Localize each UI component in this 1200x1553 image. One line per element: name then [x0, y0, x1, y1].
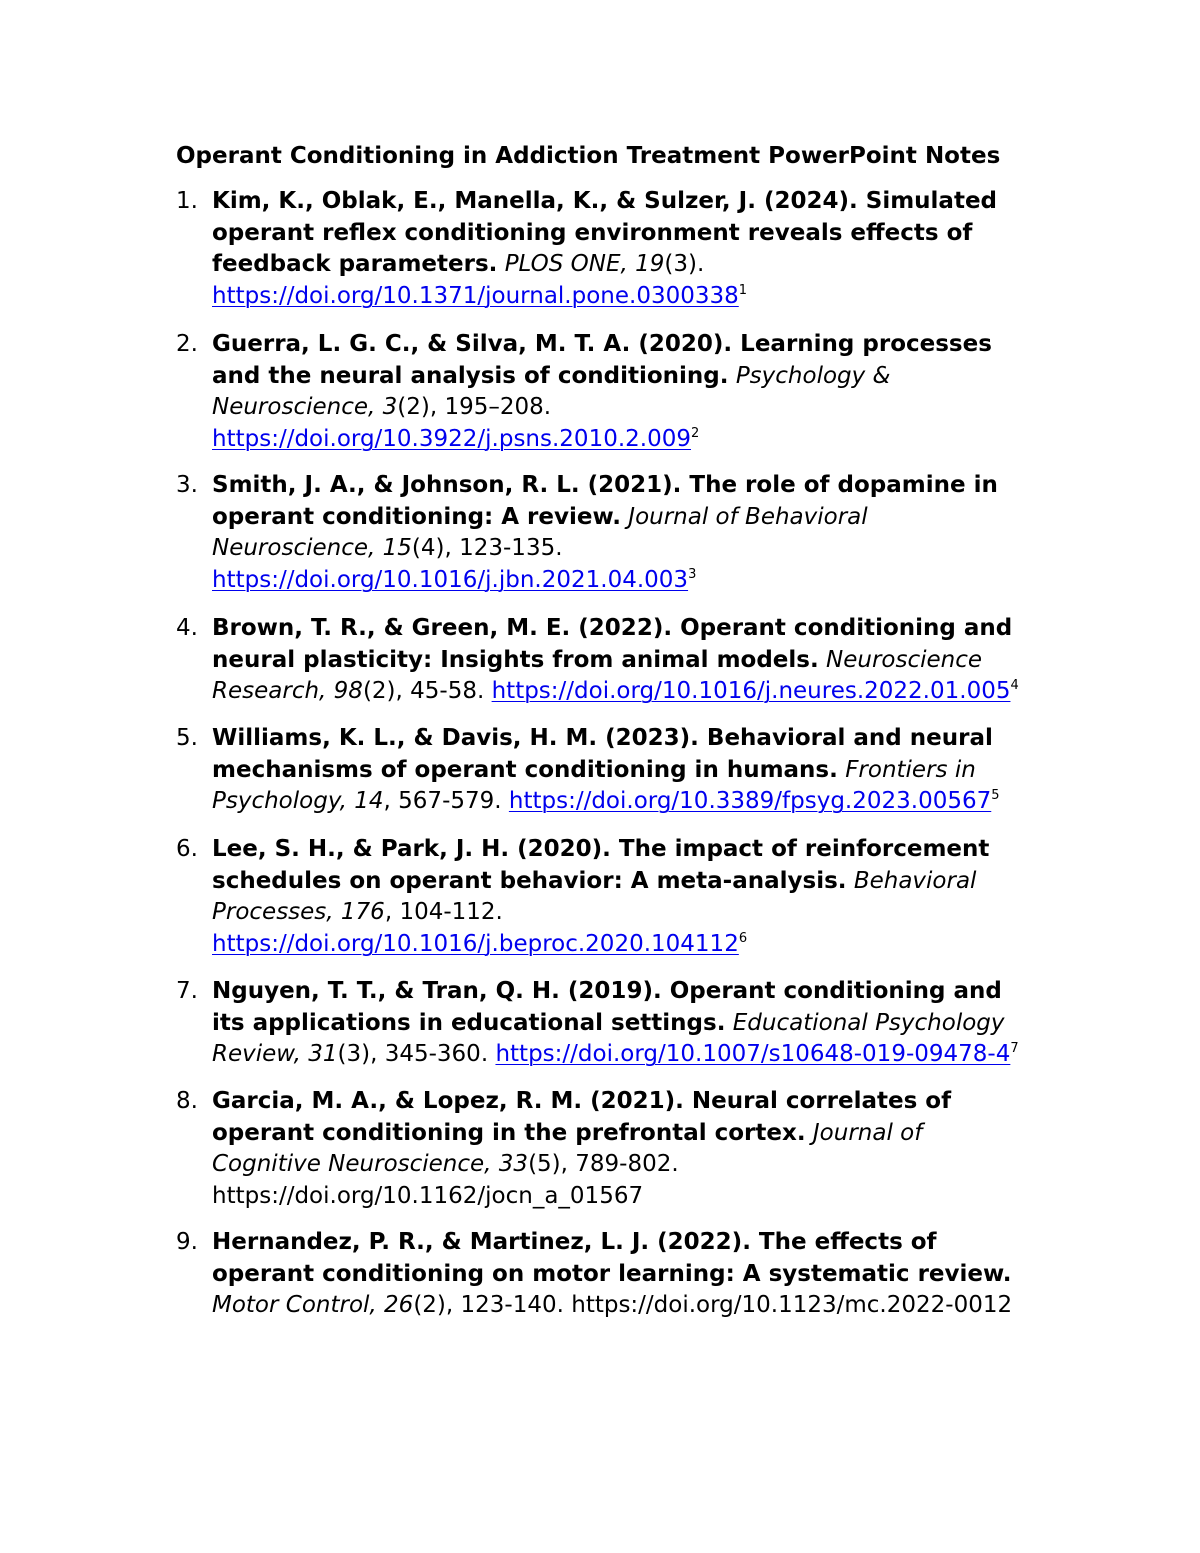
reference-italic-text: Processes, 176 [212, 899, 385, 925]
reference-number: 8. [176, 1088, 198, 1114]
reference-number: 1. [176, 188, 198, 214]
reference-text [212, 186, 1042, 312]
reference-line [212, 897, 1042, 929]
doi-link[interactable]: https://doi.org/10.1016/j.neures.2022.01.005 [491, 678, 1011, 704]
reference-line [212, 1181, 1042, 1213]
reference-segment [847, 868, 854, 894]
footnote-marker: 5 [991, 788, 1000, 803]
reference-segment [819, 647, 826, 673]
reference-italic-text: Educational Psychology [732, 1009, 1005, 1036]
reference-bold-text: operant conditioning: A review. [212, 503, 621, 530]
reference-bold-text: neural plasticity: Insights from animal models. [212, 646, 819, 673]
reference-bold-text: operant reflex conditioning environment reveals effects of [212, 219, 973, 246]
reference-line [212, 565, 1042, 597]
footnote-marker: 4 [1010, 678, 1019, 693]
reference-italic-text: Motor Control, 26 [212, 1292, 414, 1318]
reference-bold-text: operant conditioning on motor learning: A systematic review. [212, 1260, 1012, 1287]
reference-bold-text: Smith, J. A., & Johnson, R. L. (2021). The role of dopamine in [212, 472, 998, 498]
reference-number: 9. [176, 1229, 198, 1255]
reference-bold-text: schedules on operant behavior: A meta-analysis. [212, 867, 847, 894]
reference-italic-text: Research, 98 [212, 678, 363, 704]
reference-line [212, 392, 1042, 424]
reference-bold-text: and the neural analysis of conditioning. [212, 362, 729, 389]
reference-line [212, 533, 1042, 565]
reference-line [212, 1259, 1042, 1291]
reference-text [212, 976, 1042, 1071]
reference-number: 4. [176, 615, 198, 641]
reference-segment [729, 363, 736, 389]
reference-bold-text: mechanisms of operant conditioning in humans. [212, 756, 838, 783]
reference-line [212, 329, 1042, 361]
reference-line [212, 424, 1042, 456]
reference-bold-text: operant conditioning in the prefrontal cortex. [212, 1119, 806, 1146]
reference-bold-text: Williams, K. L., & Davis, H. M. (2023). Behavioral and neural [212, 725, 993, 751]
reference-bold-text: Brown, T. R., & Green, M. E. (2022). Operant conditioning and [212, 615, 1013, 641]
reference-line [212, 249, 1042, 281]
reference-segment: (3), 345-360. [337, 1041, 496, 1067]
doi-link[interactable]: https://doi.org/10.1007/s10648-019-09478-4 [495, 1041, 1011, 1067]
reference-italic-text: Psychology & [735, 362, 891, 389]
reference-line [212, 723, 1042, 755]
reference-segment [806, 1120, 813, 1146]
reference-line [212, 470, 1042, 502]
reference-italic-text: Neuroscience, 15 [212, 535, 412, 561]
reference-line [212, 929, 1042, 961]
reference-text [212, 834, 1042, 960]
reference-italic-text: Cognitive Neuroscience, 33 [212, 1151, 529, 1177]
reference-line [212, 613, 1042, 645]
reference-line [212, 834, 1042, 866]
reference-line [212, 502, 1042, 534]
reference-text [212, 1227, 1042, 1322]
reference-number: 6. [176, 836, 198, 862]
reference-line [212, 786, 1042, 818]
footnote-marker: 3 [688, 566, 697, 582]
reference-line [212, 1227, 1042, 1259]
footnote-marker: 2 [691, 425, 700, 441]
reference-italic-text: Journal of [812, 1119, 923, 1146]
reference-line [212, 281, 1042, 313]
reference-segment: https://doi.org/10.1162/jocn_a_01567 [212, 1182, 644, 1209]
reference-italic-text: PLOS ONE, 19 [504, 251, 665, 277]
reference-italic-text: Journal of Behavioral [628, 503, 868, 530]
footnote-marker: 6 [738, 930, 748, 946]
reference-line [212, 186, 1042, 218]
reference-text [212, 329, 1042, 455]
reference-line [212, 1118, 1042, 1150]
reference-italic-text: Neuroscience, 3 [212, 394, 398, 420]
reference-segment: (2), 123-140. https://doi.org/10.1123/mc.2022-0012 [413, 1292, 1013, 1318]
reference-bold-text: its applications in educational settings. [212, 1009, 726, 1036]
doi-link[interactable]: https://doi.org/10.3922/j.psns.2010.2.009 [212, 425, 691, 452]
reference-number: 2. [176, 331, 198, 357]
reference-italic-text: Neuroscience [826, 646, 983, 673]
reference-bold-text: Nguyen, T. T., & Tran, Q. H. (2019). Operant conditioning and [212, 978, 1002, 1004]
reference-segment [497, 251, 504, 277]
reference-line [212, 866, 1042, 898]
document-title: Operant Conditioning in Addiction Treatment PowerPoint Notes [176, 143, 1001, 169]
reference-bold-text: Garcia, M. A., & Lopez, R. M. (2021). Neural correlates of [212, 1088, 952, 1114]
reference-bold-text: Lee, S. H., & Park, J. H. (2020). The impact of reinforcement [212, 836, 990, 862]
reference-line [212, 1086, 1042, 1118]
reference-segment: (2), 195–208. [397, 394, 552, 420]
reference-segment: (4), 123-135. [411, 535, 563, 561]
reference-line [212, 1149, 1042, 1181]
reference-bold-text: Kim, K., Oblak, E., Manella, K., & Sulzer, J. (2024). Simulated [212, 188, 998, 214]
reference-line [212, 1290, 1042, 1322]
reference-text [212, 470, 1042, 596]
reference-bold-text: feedback parameters. [212, 251, 498, 277]
reference-italic-text: Frontiers in [845, 756, 976, 783]
reference-italic-text: Psychology, 14 [212, 788, 384, 814]
reference-number: 5. [176, 725, 198, 751]
reference-text [212, 723, 1042, 818]
doi-link[interactable]: https://doi.org/10.1016/j.beproc.2020.104112 [212, 930, 739, 957]
reference-segment: , 104-112. [384, 899, 503, 925]
reference-text [212, 613, 1042, 708]
doi-link[interactable]: https://doi.org/10.3389/fpsyg.2023.00567 [508, 788, 992, 814]
reference-segment: (3). [664, 251, 705, 277]
reference-text [212, 1086, 1042, 1212]
reference-segment: , 567-579. [383, 788, 509, 814]
reference-line [212, 218, 1042, 250]
reference-number: 3. [176, 472, 198, 498]
footnote-marker: 1 [738, 282, 748, 298]
footnote-marker: 7 [1010, 1041, 1019, 1056]
reference-bold-text: Hernandez, P. R., & Martinez, L. J. (2022). The effects of [212, 1229, 937, 1255]
reference-line [212, 755, 1042, 787]
reference-line [212, 1008, 1042, 1040]
reference-segment: (2), 45-58. [362, 678, 492, 704]
reference-number: 7. [176, 978, 198, 1004]
reference-line [212, 645, 1042, 677]
reference-segment: (5), 789-802. [528, 1151, 679, 1177]
reference-italic-text: Behavioral [853, 867, 977, 894]
reference-bold-text: Guerra, L. G. C., & Silva, M. T. A. (2020). Learning processes [212, 331, 992, 357]
reference-line [212, 976, 1042, 1008]
reference-italic-text: Review, 31 [212, 1041, 338, 1067]
doi-link[interactable]: https://doi.org/10.1016/j.jbn.2021.04.003 [212, 566, 689, 593]
reference-line [212, 1039, 1042, 1071]
reference-line [212, 361, 1042, 393]
reference-line [212, 676, 1042, 708]
doi-link[interactable]: https://doi.org/10.1371/journal.pone.0300338 [212, 282, 739, 309]
reference-segment [725, 1010, 732, 1036]
